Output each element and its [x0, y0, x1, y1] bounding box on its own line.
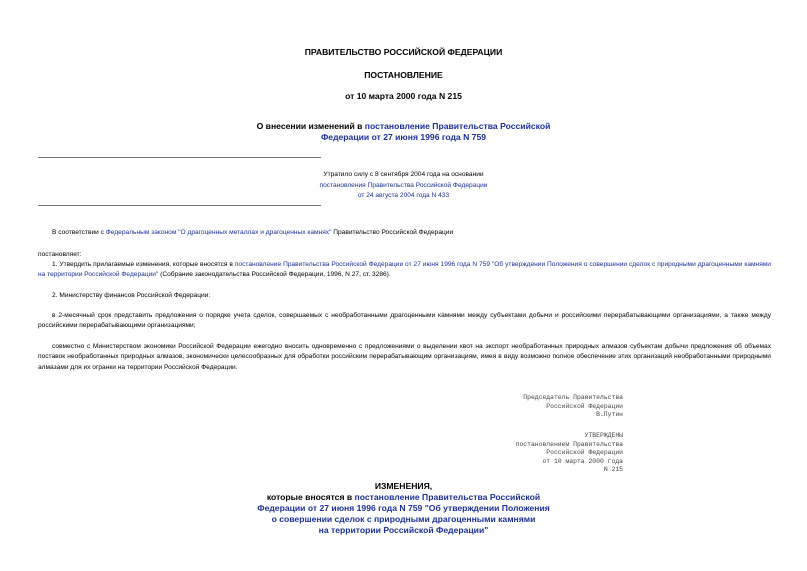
federal-law-link[interactable]: Федеральным законом "О драгоценных металлах и драгоценных камнях" [105, 229, 332, 236]
item-1-prefix: 1. Утвердить прилагаемые изменения, которые вносятся в [52, 261, 235, 268]
resolution-759-link[interactable]: постановление Правительства Российской Федерации от 27 июня 1996 года N 759 "Об утверждении Положения о совершении сделок с природными драгоценными камнями на территории Российской Федерации" [38, 261, 771, 279]
approved-line5: N 215 [603, 466, 623, 474]
signature-line1: Председатель Правительства [523, 394, 623, 401]
changes-title-prefix: которые вносятся в [266, 492, 355, 502]
item-1-suffix: (Собрание законодательства Российской Федерации, 1996, N 27, ст. 3286). [158, 271, 391, 279]
document-type: ПОСТАНОВЛЕНИЕ [364, 70, 443, 80]
changes-title-link-line2[interactable]: постановление Правительства Российской [354, 492, 541, 502]
government-name: ПРАВИТЕЛЬСТВО РОССИЙСКОЙ ФЕДЕРАЦИИ [304, 47, 503, 57]
status-note-link-line3[interactable]: от 24 августа 2004 года N 433 [357, 192, 450, 199]
preamble-prefix: В соответствии с [52, 229, 106, 236]
preamble-suffix: Правительство Российской Федерации [331, 229, 454, 236]
signature-name: В.Путин [596, 411, 623, 419]
changes-title-link-line4[interactable]: о совершении сделок с природными драгоценными камнями [271, 514, 536, 524]
paragraph-resolves: постановляет: [38, 251, 82, 258]
paragraph-item-2b: совместно с Министерством экономики Российской Федерации ежегодно вносить одновременно с предложениями о выделении квот на экспорт необработанных природных алмазов субъектам добычи предложения об объемах поставок необработанных природных алмазов, экономически целесообразных для обработки российским перерабатывающим организациям, имея в виду возможно полное обеспечение этих организаций необработанными природными алмазами для их огранки на территории Российской Федерации. [38, 343, 771, 371]
divider-top [38, 157, 321, 158]
title-link-line2[interactable]: Федерации от 27 июня 1996 года N 759 [320, 132, 487, 142]
document-title [0, 121, 807, 143]
approved-line4: от 10 марта 2000 года [542, 457, 623, 465]
changes-title-line1: ИЗМЕНЕНИЯ, [374, 481, 433, 491]
paragraph-item-1 [38, 260, 771, 281]
status-note-link-line2[interactable]: постановления Правительства Российской Федерации [319, 181, 488, 189]
signature-line2: Российской Федерации [546, 402, 623, 410]
changes-title-link-line5[interactable]: на территории Российской Федерации" [318, 525, 489, 535]
approved-line3: Российской Федерации [546, 449, 623, 457]
title-link-line1[interactable]: постановление Правительства Российской [364, 121, 551, 131]
paragraph-preamble [38, 228, 771, 238]
status-note [0, 170, 807, 202]
changes-title-link-line3[interactable]: Федерации от 27 июня 1996 года N 759 "Об утверждении Положения [257, 503, 550, 513]
document-date-number: от 10 марта 2000 года N 215 [345, 91, 462, 101]
approved-line2: постановлением Правительства [515, 440, 623, 448]
divider-bottom [38, 205, 321, 206]
title-prefix: О внесении изменений в [256, 121, 365, 131]
paragraph-item-2: 2. Министерству финансов Российской Федерации: [52, 292, 211, 299]
signature-block [523, 394, 623, 420]
approved-block [516, 432, 623, 475]
approved-line1: УТВЕРЖДЕНЫ [584, 432, 623, 439]
paragraph-item-2a: в 2-месячный срок представить предложения о порядке учета сделок, совершаемых с необработанными драгоценными камнями между субъектами добычи и российскими перерабатывающими организациями, а также между российскими перерабатывающими организациями; [38, 312, 771, 330]
status-note-line1: Утратило силу с 8 сентября 2004 года на основании [323, 171, 484, 178]
changes-title [0, 481, 807, 536]
